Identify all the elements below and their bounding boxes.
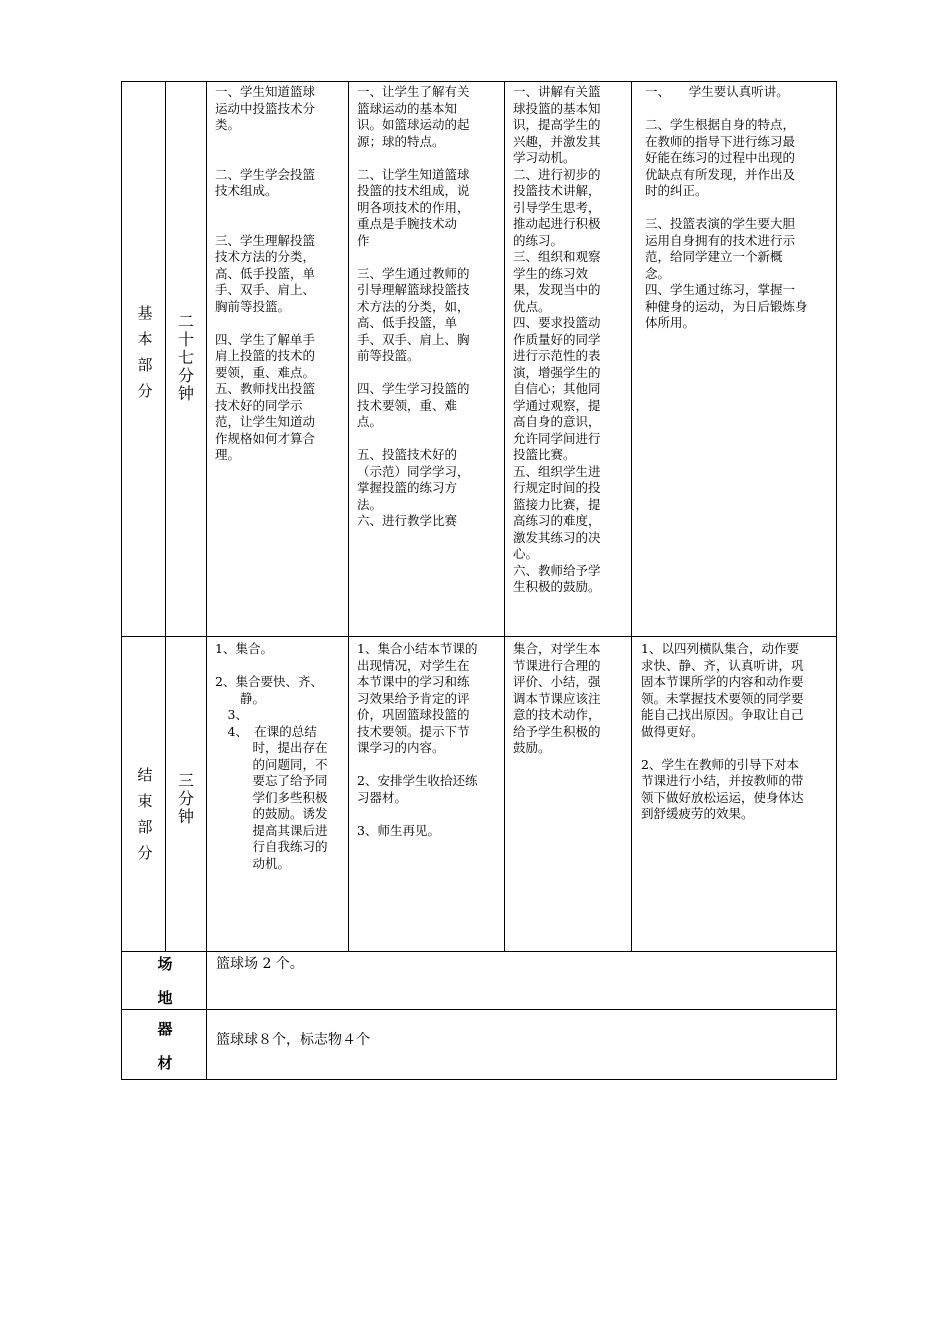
- table-line-venue-end: [121, 1009, 837, 1010]
- table-line-right: [836, 81, 837, 1080]
- table-line-left: [121, 81, 122, 1080]
- basic-teaching-goals: 一、学生知道篮球 运动中投篮技术分 类。 二、学生学会投篮 技术组成。 三、学生理解投篮 技术方法的分类， 高、低手投篮，单 手、双手、肩上、 胸前等投篮。 四、学生了解单手 肩上投篮的技术的 要领，重、难点。 五、教师找出投篮 技术好的同学示 范，让学生知道动 作规格如何才算合 理。: [215, 84, 316, 462]
- table-line-bottom: [121, 1079, 837, 1080]
- table-line-col2: [348, 81, 349, 952]
- table-line-col3: [504, 81, 505, 952]
- basic-student-activities: 一、 学生要认真听讲。 二、学生根据自身的特点， 在教师的指导下进行练习最 好能在练习的过程中出现的 优缺点有所发现，并作出及 时的纠正。 三、投篮表演的学生要大胆 运用自身拥有的技术进行示 范，给同学建立一个新概 念。 四、学生通过练习，掌握一 种健身的运动，为日后锻炼身 体所用。: [645, 84, 808, 330]
- section-label-end: 结 束 部 分: [137, 766, 153, 862]
- venue-label: 场 地: [157, 955, 173, 1007]
- duration-end: 三 分 钟: [177, 771, 194, 826]
- table-line-top: [121, 81, 837, 82]
- table-line-col4: [631, 81, 632, 952]
- equipment-value: 篮球球８个，标志物４个: [216, 1032, 370, 1048]
- duration-basic: 二 十 七 分 钟: [177, 312, 194, 403]
- basic-teacher-activities: 一、讲解有关篮 球投篮的基本知 识，提高学生的 兴趣，并激发其 学习动机。 二、进行初步的 投篮技术讲解， 引导学生思考， 推动起进行积极 的练习。 三、组织和观察 学生的练习效 果，发现当中的 优点。 四、要求投篮动 作质量好的同学 进行示范性的表 演，增强学生的 自信心；其他同 学通过观察，提 高自身的意识， 允许同学间进行 投篮比赛。 五、组织学生进 行规定时间的投 篮接力比赛，提 高练习的难度， 激发其练习的决 心。 六、教师给予学 生积极的鼓励。: [513, 84, 601, 594]
- end-teaching-goals: 1、集合。 2、集合要快、齐、 静。 3、 4、 在课的总结 时，提出存在 的问题同，不 要忘了给予同 学们多些积极 的鼓励。诱发 提高其课后进 行自我练习的 动机。: [215, 641, 328, 871]
- end-student-activities: 1、以四列横队集合，动作要 求快、静、齐，认真听讲，巩 固本节课所学的内容和动作要 领。未掌握技术要领的同学要 能自己找出原因。争取让自己 做得更好。 2、学生在教师的引导下对本 节课进行小结，并按教师的带 领下做好放松运运，使身体达 到舒缓疲劳的效果。: [641, 641, 804, 821]
- venue-value: 篮球场 2 个。: [216, 956, 304, 972]
- table-line-time-content: [206, 81, 207, 1080]
- table-line-section-time: [165, 81, 166, 952]
- end-teacher-activities: 集合，对学生本 节课进行合理的 评价、小结，强 调本节课应该注 意的技术动作， 给予学生积极的 鼓励。: [513, 641, 601, 755]
- end-teaching-content: 1、集合小结本节课的 出现情况，对学生在 本节课中的学习和练 习效果给予肯定的评 价，巩固篮球投篮的 技术要领。提示下节 课学习的内容。 2、安排学生收拾还练 习器材。 3、师生再见。: [357, 641, 478, 838]
- basic-teaching-content: 一、让学生了解有关 篮球运动的基本知 识。如篮球运动的起 源；球的特点。 二、让学生知道篮球 投篮的技术组成，说 明各项技术的作用， 重点是手腕技术动 作 三、学生通过教师的 引导理解篮球投篮技 术方法的分类，如， 高、低手投篮，单 手、双手、肩上、胸 前等投篮。 四、学生学习投篮的 技术要领，重、难 点。 五、投篮技术好的 （示范）同学学习， 掌握投篮的练习方 法。 六、进行教学比赛: [357, 84, 470, 528]
- table-line-end-end: [121, 951, 837, 952]
- equipment-label: 器 材: [157, 1020, 173, 1072]
- table-line-basic-end: [121, 636, 837, 637]
- section-label-basic: 基 本 部 分: [137, 304, 153, 400]
